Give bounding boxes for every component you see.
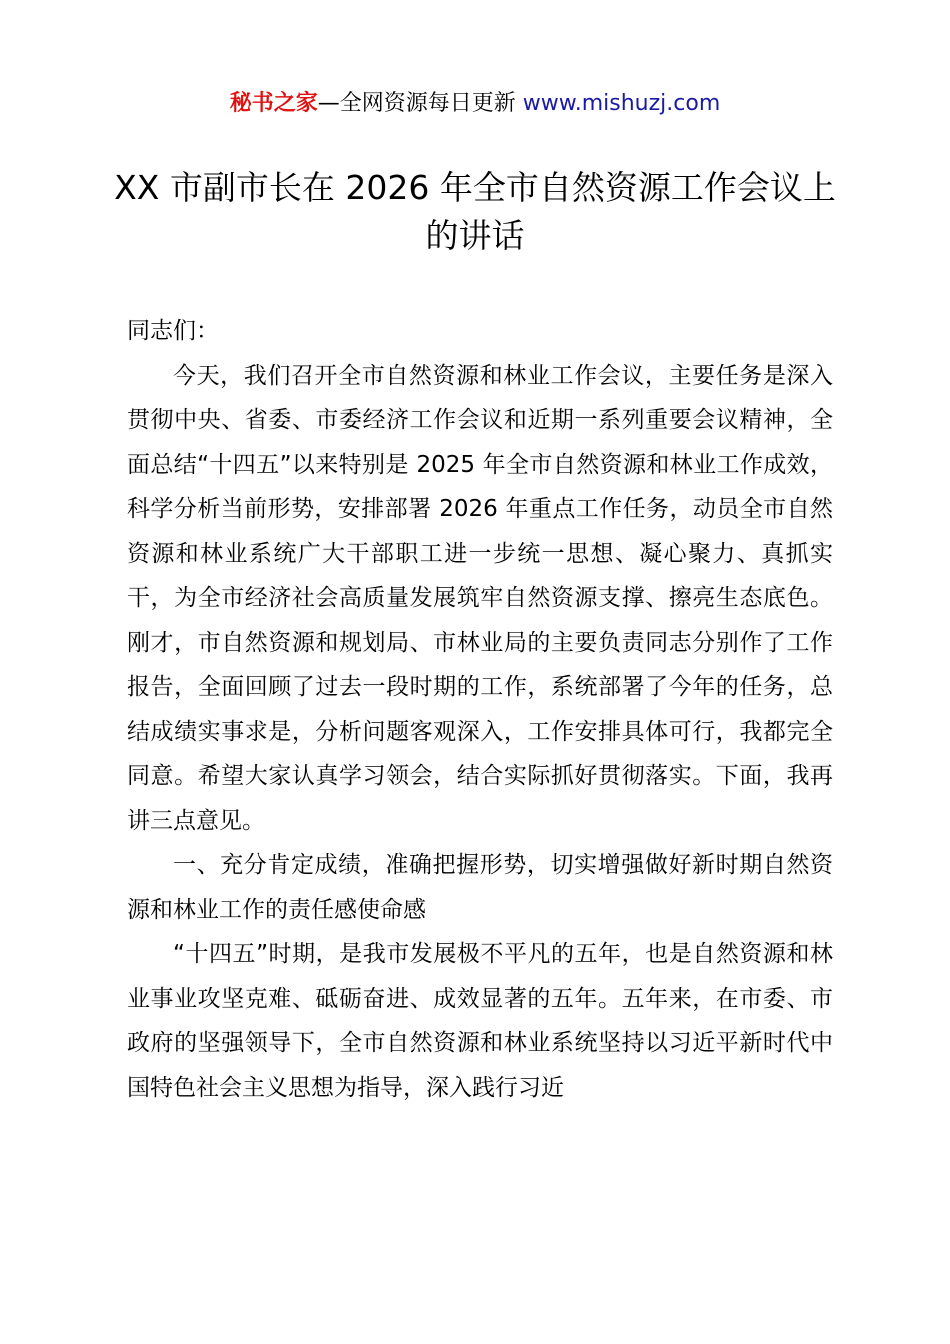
site-url-link[interactable]: www.mishuzj.com bbox=[522, 91, 721, 116]
section-heading-one: 一、充分肯定成绩，准确把握形势，切实增强做好新时期自然资源和林业工作的责任感使命感 bbox=[127, 852, 833, 923]
paragraph-section-one: “十四五”时期，是我市发展极不平凡的五年，也是自然资源和林业事业攻坚克难、砥砺奋进、成效显著的五年。五年来，在市委、市政府的坚强领导下，全市自然资源和林业系统坚持以习近平新时代中国特色社会主义思想为指导，深入践行习近 bbox=[127, 941, 833, 1101]
document-body bbox=[127, 309, 833, 1110]
paragraph-intro: 今天，我们召开全市自然资源和林业工作会议，主要任务是深入贯彻中央、省委、市委经济工作会议和近期一系列重要会议精神，全面总结“十四五”以来特别是 2025 年全市自然资源和林业工作成效，科学分析当前形势，安排部署 2026 年重点工作任务，动员全市自然资源和林业系统广大干部职工进一步统一思想、凝心聚力、真抓实干，为全市经济社会高质量发展筑牢自然资源支撑、擦亮生态底色。刚才，市自然资源和规划局、市林业局的主要负责同志分别作了工作报告，全面回顾了过去一段时期的工作，系统部署了今年的任务，总结成绩实事求是，分析问题客观深入，工作安排具体可行，我都完全同意。希望大家认真学习领会，结合实际抓好贯彻落实。下面，我再讲三点意见。 bbox=[127, 362, 833, 834]
site-slogan: —全网资源每日更新 bbox=[317, 91, 523, 116]
site-header bbox=[0, 86, 950, 122]
site-brand: 秘书之家 bbox=[229, 91, 318, 116]
document-title: XX 市副市长在 2026 年全市自然资源工作会议上的讲话 bbox=[114, 168, 836, 255]
salutation: 同志们： bbox=[127, 318, 219, 344]
